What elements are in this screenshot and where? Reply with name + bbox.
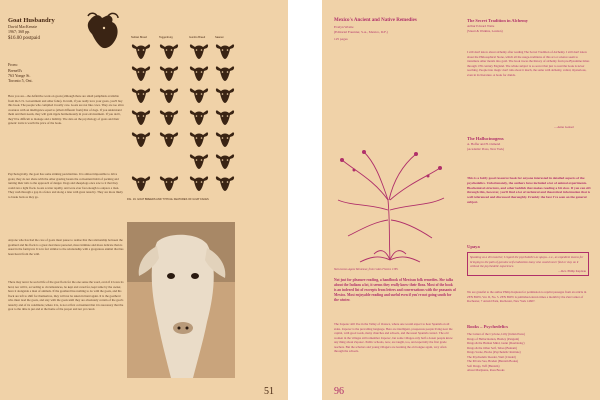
upaya-quote: Speaking as a Zen teacher, I regard the psychedelics as upaya—i.e., as expedient means for bringing to the path of genuine self-realization many who would never find or stay on it without the psychedelic experience. (470, 255, 584, 268)
right-page (322, 0, 600, 400)
from-label: From: (8, 62, 18, 67)
publisher-line1: Brenell's (8, 68, 23, 73)
goat-face-icon (159, 130, 179, 148)
book-list-item: Soft Drugs, Taff (Bantam) (467, 363, 500, 368)
book2-title: The Secret Tradition in Alchemy (467, 18, 528, 23)
column-header-2: Toggenburg (159, 36, 173, 39)
goat-face-icon (189, 42, 209, 60)
book3-author: A. Hoffer and H. Osmond (467, 142, 501, 146)
goat-face-icon (131, 64, 151, 82)
left-page (0, 0, 288, 400)
goat-face-icon (131, 174, 151, 192)
goat-face-icon (215, 174, 235, 192)
book-list-item: Drugs & the Other Self, Tebes (Bantam) (467, 345, 517, 350)
book-price: $16.00 postpaid (8, 36, 40, 41)
goat-face-icon (131, 130, 151, 148)
book1-review: Not just for pleasure reading, a handbook of Mexican folk remedies. She talks about the Indians a lot, it seems they really knew their flora. Most of the book is an indexed list of excerpts from letters and conversations with the peasants of Mexico. Most enjoyable reading and useful even if you're not going south for the winter. (334, 278, 456, 302)
book-list-item: Drugs & the Human Mind, Gunn (Doubleday) (467, 341, 525, 345)
column-header-3: Gumbo Breed (189, 36, 206, 39)
goat-face-icon (215, 86, 235, 104)
upaya-heading: Upaya (467, 244, 480, 249)
upaya-quote-box (467, 252, 589, 276)
book-list-item: Drugs of Hallucination, Huxley (Penguin) (467, 336, 520, 341)
book-list (467, 332, 591, 373)
book2-signoff: —Anne Gensel (554, 125, 574, 129)
plant-caption: Stem-leaves-Agave Mexicana; from Codex Florent. 1585. (334, 268, 399, 271)
goat-face-icon (189, 152, 209, 170)
page-number-right: 96 (334, 386, 344, 397)
book1-title: Mexico's Ancient and Native Remedies (334, 18, 417, 23)
page-gutter (288, 0, 322, 400)
goat-face-icon (215, 42, 235, 60)
upaya-attribution: —Rev. Philip Kapleau (558, 268, 586, 273)
goat-face-icon (159, 86, 179, 104)
goat-face-icon (159, 42, 179, 60)
book-list-item: The Center of the Cyclone, Lilly (Julian Press) (467, 332, 525, 336)
agave-plant-illustration (334, 150, 446, 264)
page-number-left: 51 (264, 386, 274, 397)
book2-author: Arthur Edward Waite (467, 24, 495, 28)
book2-review: I still don't know about alchemy after reading The Secret Tradition of Alchemy. I still don't know about the Philosophical Stone, which all the usage-traditions of this art or science seem to transmute other metals into gold. The book traces the history of alchemy from pre-Byzantine times through 17th century England. The whole subject is so secret that just to read the book is never reaching. People into magic don't talk about it much, the same with alchemy, veiled, mysterious, even in its literature. A book for druids. (467, 50, 590, 77)
book-edition: 1967; 368 pp. (8, 29, 31, 34)
book1-author: Evelyn Wraite (334, 25, 354, 29)
review-lead: Here you are—the definitive work on goats (although there are small pamphlets available from the U.S. Government and other folks). In truth, if you really love your goats, you'll buy this book. The people who compiled it really care. Goats are not like cows. They are too alive creatures with an intelligence equal to (albeit different from) that of dogs. If you understand them and their needs, they will gain ripple harmoniously in your environment. If you don't, they'll be difficult to manage and a liability. The data on the psychology of goats and their genetic traits is worth the price of the book. (8, 94, 124, 125)
goat-face-icon (131, 42, 151, 60)
goat-face-icon (215, 64, 235, 82)
goat-face-icon (131, 108, 151, 126)
publisher-line3: Toronto 5, Ont. (8, 78, 33, 83)
goat-face-icon (215, 130, 235, 148)
chart-caption: FIG. 19. GOAT BREEDS AND TYPICAL FEATURES OF GOAT FACES (127, 198, 209, 201)
goat-face-icon (159, 174, 179, 192)
column-header-1: Nubian Breed (131, 36, 147, 39)
goat-sketch-illustration (84, 12, 122, 52)
goat-breed-chart (127, 36, 235, 204)
book3-publisher: (Academic Press, New York) (467, 147, 505, 151)
goat-face-icon (189, 130, 209, 148)
upaya-body: We are grateful to the author Philip Kapleau for permission to reprint passages from an article in ZEN BOW, Vol. II, No. 5. ZEN BOW is published eleven times a month by the Zen Center of Rochester, 7 Arnold Park, Rochester, New York 14607. (467, 290, 587, 303)
book-title: Goat Husbandry (8, 17, 55, 24)
book-list-item: About Marijuana, Ross Books (467, 368, 505, 372)
book1-pages: 125 pages (334, 37, 348, 41)
goat-face-icon (189, 108, 209, 126)
book2-publisher: (Stuart & Watkins, London) (467, 29, 503, 33)
review-body-1: Psychologically, the goat has some striking peculiarities. It is almost impossible to drive goats; they do not share with the other grazing beasts the convenient habit of packing and turning their tails to the approach of danger. Dogs and sheepdogs once saw to it that they could run a tight flock. Goats scatter rapidly, and were ever fast enough to outpace a man. They rush through a gap in a fence and along a lane with great tenacity. They are more likely to break back as they go. (8, 172, 123, 199)
publisher-line2: 763 Yonge St. (8, 73, 31, 78)
review-body-3: There may never be social life of the goat flock for the one sense the word, even if it loves its herd, nor will it, according to circumstances, be kept and cared for, kept tame by the owner, have it alongside a man of animals. If the goatherd has nothing to do with the goats, and his flock are left to shift for themselves, they will not be taken in hand again. It is the goatherd who must lead the goats, and stay with the goats until they are absolutely certain of the goat's tenacity and of its conditions; where it is, is not at first convenient that it is necessary that the goat to the time is put and at the home of the proper and not yet cured. (8, 280, 124, 311)
goat-face-icon (189, 64, 209, 82)
book3-title: The Hallucinogens (467, 136, 504, 141)
book-list-item: Drugs Scene, Hocks (Psychedelic Institute) (467, 350, 521, 354)
book1-publisher: (Editorial Fournier, S.A., Mexico, D.F.) (334, 30, 388, 34)
review-body-2: Anyone who has had the care of goats must pause to realise that the relationship between the goatherd and his flock is a great deal more personal, more intimate and more delicate than is usual in the farmyard. It is in fact similar to the relationship with a gregarious animal that has been heard from the wild. (8, 238, 124, 256)
book1-excerpt: The Zapotec still live in the Valley of Oaxaca, where one would expect to hear Spanish on all sides. Zapotec is the prevailing language. Here are intelligent, prosperous people living near the capital, with good roads, many churches and schools, and the usual Spanish contact. The old women in the villages still remember Zapotec, but some villages only half a dozen people know any thing about Zapotec. Public schools, now, are taught, too, and especially the first grade teachers. But the scholars and young villagers are learning the old tongue again, very often through the schools. (334, 322, 453, 353)
goat-face-icon (189, 86, 209, 104)
goat-face-icon (189, 174, 209, 192)
goat-face-icon (159, 108, 179, 126)
book-list-item: The Psychedelic Reader, Weil (Citadel) (467, 354, 516, 359)
goat-photo (127, 222, 235, 378)
goat-face-icon (159, 64, 179, 82)
column-header-4: Saanen (215, 36, 224, 39)
book-list-heading: Books – Psychedelics (467, 324, 509, 329)
book-list-item: The Private Sea, Braden (Bantam Books) (467, 359, 519, 363)
book3-review: This is a fairly good resource book for anyone interested in detailed aspects of the psychedelics. Unfortunately, the authors have included a lot of animal experiments. Biochemical structure, and other laddish that makes reading a bit slow. If you can sift through this, however, you'll find a lot of technical and theoretical information that is well referenced and discussed thoroughly. Frankly the best I've seen on the general subject. (467, 176, 591, 204)
book-author: David MacKenzie (8, 24, 38, 29)
goat-face-icon (215, 108, 235, 126)
goat-face-icon (131, 86, 151, 104)
goat-face-icon (215, 152, 235, 170)
